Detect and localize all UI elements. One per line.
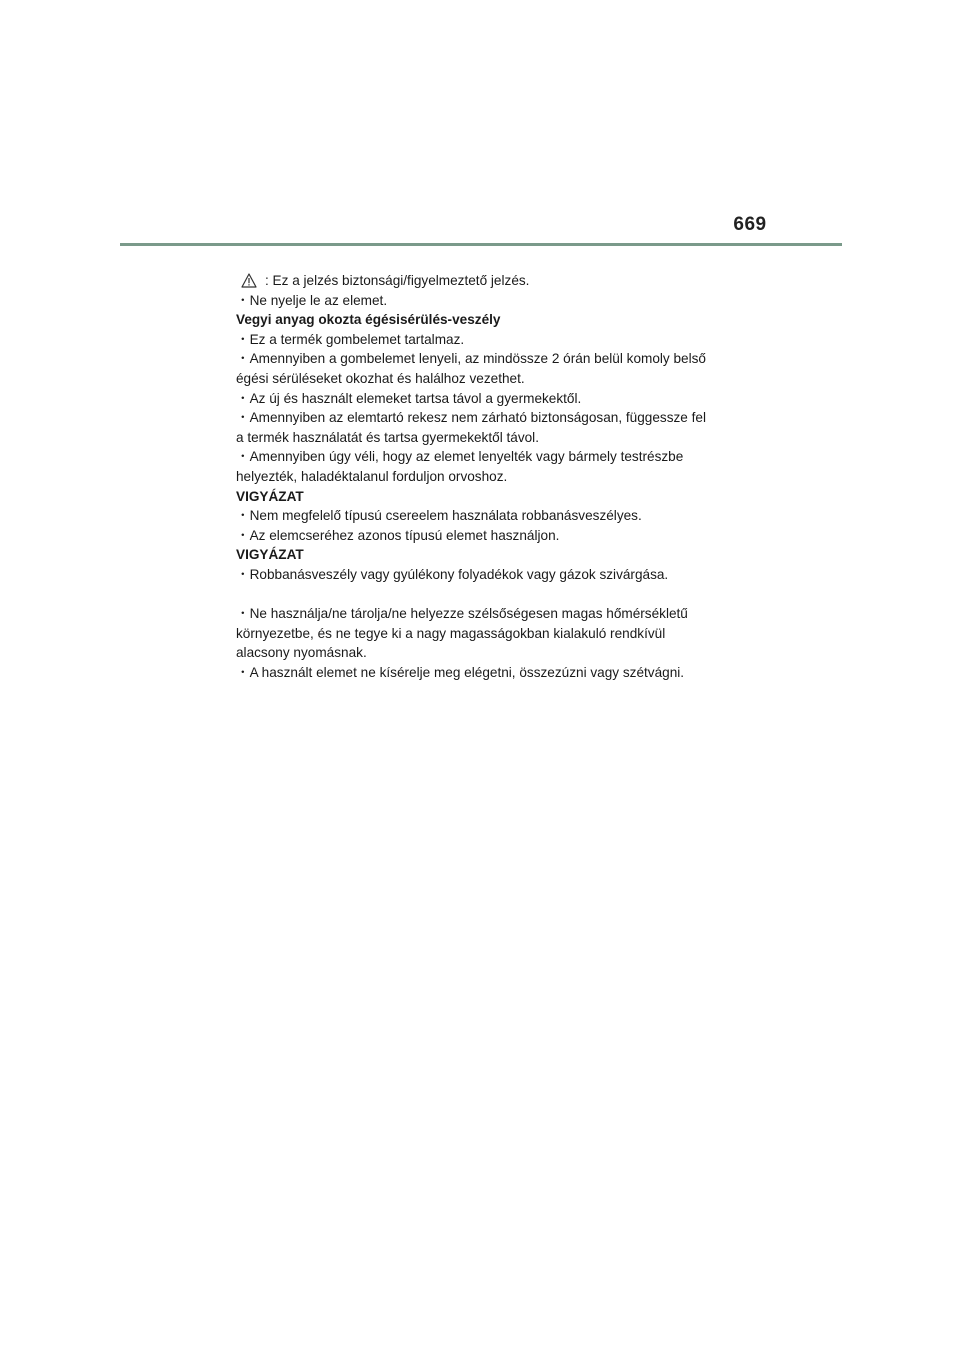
paragraph-line: ・Amennyiben az elemtartó rekesz nem zárható biztonságosan, függessze fel bbox=[236, 410, 706, 426]
paragraph-line: környezetbe, és ne tegye ki a nagy magasságokban kialakuló rendkívül bbox=[236, 625, 666, 641]
paragraph-line: ・Amennyiben a gombelemet lenyeli, az mindössze 2 órán belül komoly belső bbox=[236, 351, 706, 367]
paragraph-line: ・Robbanásveszély vagy gyúlékony folyadékok vagy gázok szivárgása. bbox=[236, 566, 669, 582]
paragraph-line: alacsony nyomásnak. bbox=[236, 645, 367, 661]
paragraph-line: ・Ne használja/ne tárolja/ne helyezze szélsőségesen magas hőmérsékletű bbox=[236, 606, 688, 622]
paragraph-line: ・Amennyiben úgy véli, hogy az elemet lenyelték vagy bármely testrészbe bbox=[236, 449, 684, 465]
paragraph-line: ・Ez a termék gombelemet tartalmaz. bbox=[236, 331, 465, 347]
caution-heading: VIGYÁZAT bbox=[236, 488, 304, 504]
paragraph-line: a termék használatát és tartsa gyermekektől távol. bbox=[236, 429, 539, 445]
paragraph-line: ・A használt elemet ne kísérelje meg elégetni, összezúzni vagy szétvágni. bbox=[236, 664, 685, 680]
paragraph-line: ・Az új és használt elemeket tartsa távol a gyermekektől. bbox=[236, 390, 582, 406]
paragraph-line: ・Az elemcseréhez azonos típusú elemet használjon. bbox=[236, 527, 560, 543]
symbol-note-text: : Ez a jelzés biztonsági/figyelmeztető jelzés. bbox=[265, 273, 530, 288]
caution-heading: VIGYÁZAT bbox=[236, 547, 304, 563]
symbol-note-line bbox=[236, 271, 736, 291]
page-number: 669 bbox=[733, 214, 767, 235]
warning-triangle-icon bbox=[241, 273, 257, 288]
paragraph-line: ・Ne nyelje le az elemet. bbox=[236, 292, 388, 308]
paragraph-line: égési sérüléseket okozhat és halálhoz vezethet. bbox=[236, 370, 525, 386]
battery-warning-text bbox=[236, 271, 736, 682]
paragraph-line: ・Nem megfelelő típusú csereelem használata robbanásveszélyes. bbox=[236, 508, 642, 524]
paragraph-line: helyezték, haladéktalanul forduljon orvoshoz. bbox=[236, 468, 508, 484]
paragraph-gap bbox=[236, 585, 736, 605]
section-heading: Vegyi anyag okozta égésisérülés-veszély bbox=[236, 312, 501, 328]
header-divider bbox=[120, 243, 842, 246]
